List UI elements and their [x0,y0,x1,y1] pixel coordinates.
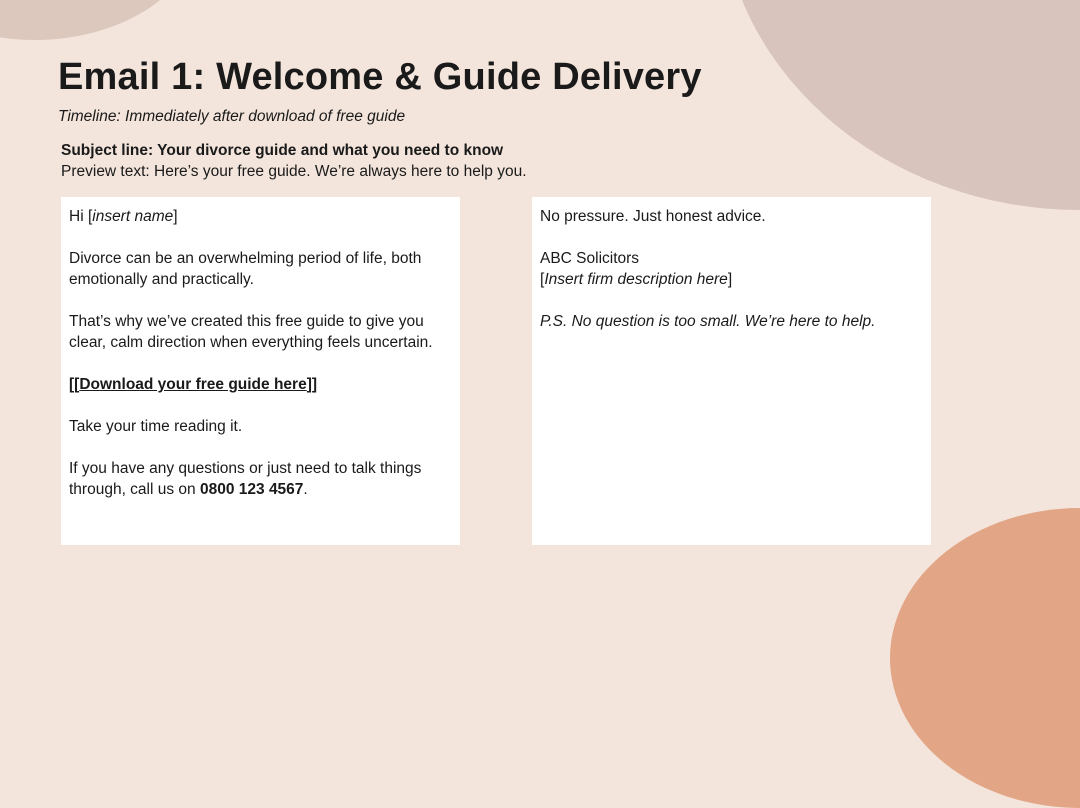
firm-description-placeholder: Insert firm description here [544,271,728,288]
body-paragraph-reading: Take your time reading it. [69,418,243,435]
email-body-card-right [532,197,931,545]
body-paragraph-guide: That’s why we’ve created this free guide to give you clear, calm direction when everything feels uncertain. [69,313,433,351]
email-body-card-left [61,197,460,545]
timeline-note: Timeline: Immediately after download of free guide [58,108,406,125]
postscript: P.S. No question is too small. We’re here to help. [540,313,876,330]
download-guide-link[interactable]: Download your free guide here [79,376,307,393]
closing-line: No pressure. Just honest advice. [540,208,766,225]
signature-block: ABC Solicitors [Insert firm description here] [540,250,733,288]
body-paragraph-contact: If you have any questions or just need to talk things through, call us on 0800 123 4567. [69,460,422,498]
subject-line: Subject line: Your divorce guide and what you need to know [61,142,504,159]
preview-text: Preview text: Here’s your free guide. We’re always here to help you. [61,163,527,180]
phone-number: 0800 123 4567 [199,481,304,498]
firm-name: ABC Solicitors [540,250,640,267]
body-paragraph-intro: Divorce can be an overwhelming period of life, both emotionally and practically. [69,250,422,288]
greeting: Hi [insert name] [69,208,178,225]
slide-title: Email 1: Welcome & Guide Delivery [58,56,702,98]
name-placeholder: insert name [92,208,174,225]
download-link-line: [[Download your free guide here]] [69,376,318,393]
